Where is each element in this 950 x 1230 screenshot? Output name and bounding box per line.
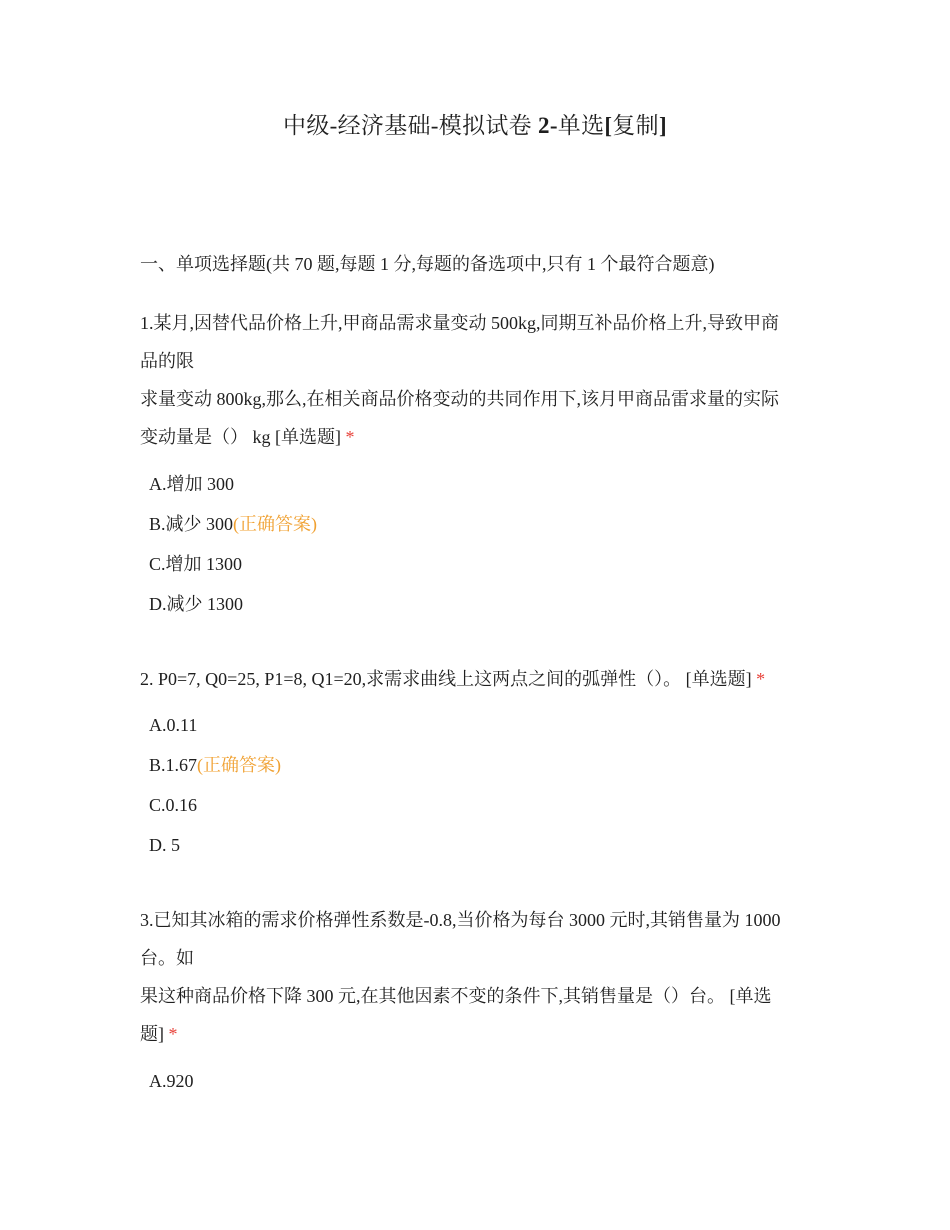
question-2-options — [149, 711, 809, 871]
option-a[interactable] — [149, 470, 809, 510]
question-3 — [140, 901, 810, 1053]
option-d-text: D.减少 1300 — [149, 594, 243, 614]
correct-answer-label: (正确答案) — [233, 514, 318, 534]
option-a[interactable] — [149, 1067, 809, 1107]
option-a-text: A.920 — [149, 1071, 194, 1091]
question-1-line-4-text: 变动量是（） kg [单选题] — [140, 427, 341, 447]
title-part6: ] — [658, 113, 667, 138]
question-3-line-4 — [140, 1015, 810, 1053]
option-a-text: A.增加 300 — [149, 474, 234, 494]
question-2 — [140, 660, 810, 698]
required-mark: * — [345, 427, 355, 447]
question-3-line-2: 台。如 — [140, 948, 194, 968]
question-3-options — [149, 1067, 809, 1107]
title-part4: [ — [604, 113, 613, 138]
question-1-line-3: 求量变动 800kg,那么,在相关商品价格变动的共同作用下,该月甲商品雷求量的实际 — [140, 389, 779, 409]
question-3-line-1: 3.已知其冰箱的需求价格弹性系数是-0.8,当价格为每台 3000 元时,其销售量为 1000 — [140, 910, 781, 930]
option-d[interactable] — [149, 831, 809, 871]
title-part3: 单选 — [557, 113, 605, 138]
question-1-line-1: 1.某月,因替代品价格上升,甲商品需求量变动 500kg,同期互补品价格上升,导致甲商 — [140, 313, 779, 333]
option-c[interactable] — [149, 791, 809, 831]
option-c[interactable] — [149, 550, 809, 590]
option-b-text: B.减少 300 — [149, 514, 234, 534]
option-c-text: C.0.16 — [149, 795, 198, 815]
question-1 — [140, 304, 810, 456]
option-b[interactable] — [149, 510, 809, 550]
required-mark: * — [168, 1024, 178, 1044]
option-c-text: C.增加 1300 — [149, 554, 243, 574]
question-2-line-1-text: 2. P0=7, Q0=25, P1=8, Q1=20,求需求曲线上这两点之间的弧弹性（）。 [单选题] — [140, 669, 752, 689]
section-heading: 一、单项选择题(共 70 题,每题 1 分,每题的备选项中,只有 1 个最符合题意) — [140, 254, 715, 274]
title-part2: 2- — [538, 113, 558, 138]
option-d[interactable] — [149, 590, 809, 630]
question-1-line-2: 品的限 — [140, 351, 194, 371]
page-title — [0, 108, 950, 144]
title-part1: 中级-经济基础-模拟试卷 — [283, 113, 539, 138]
option-b-text: B.1.67 — [149, 755, 198, 775]
required-mark: * — [756, 669, 766, 689]
option-d-text: D. 5 — [149, 835, 180, 855]
option-b[interactable] — [149, 751, 809, 791]
question-1-line-4 — [140, 418, 810, 456]
title-part5: 复制 — [612, 113, 659, 138]
option-a[interactable] — [149, 711, 809, 751]
question-1-options — [149, 470, 809, 630]
question-2-line-1 — [140, 660, 810, 698]
question-3-line-3: 果这种商品价格下降 300 元,在其他因素不变的条件下,其销售量是（）台。 [单选 — [140, 986, 772, 1006]
correct-answer-label: (正确答案) — [197, 755, 282, 775]
option-a-text: A.0.11 — [149, 715, 198, 735]
question-3-line-4-text: 题] — [140, 1024, 164, 1044]
